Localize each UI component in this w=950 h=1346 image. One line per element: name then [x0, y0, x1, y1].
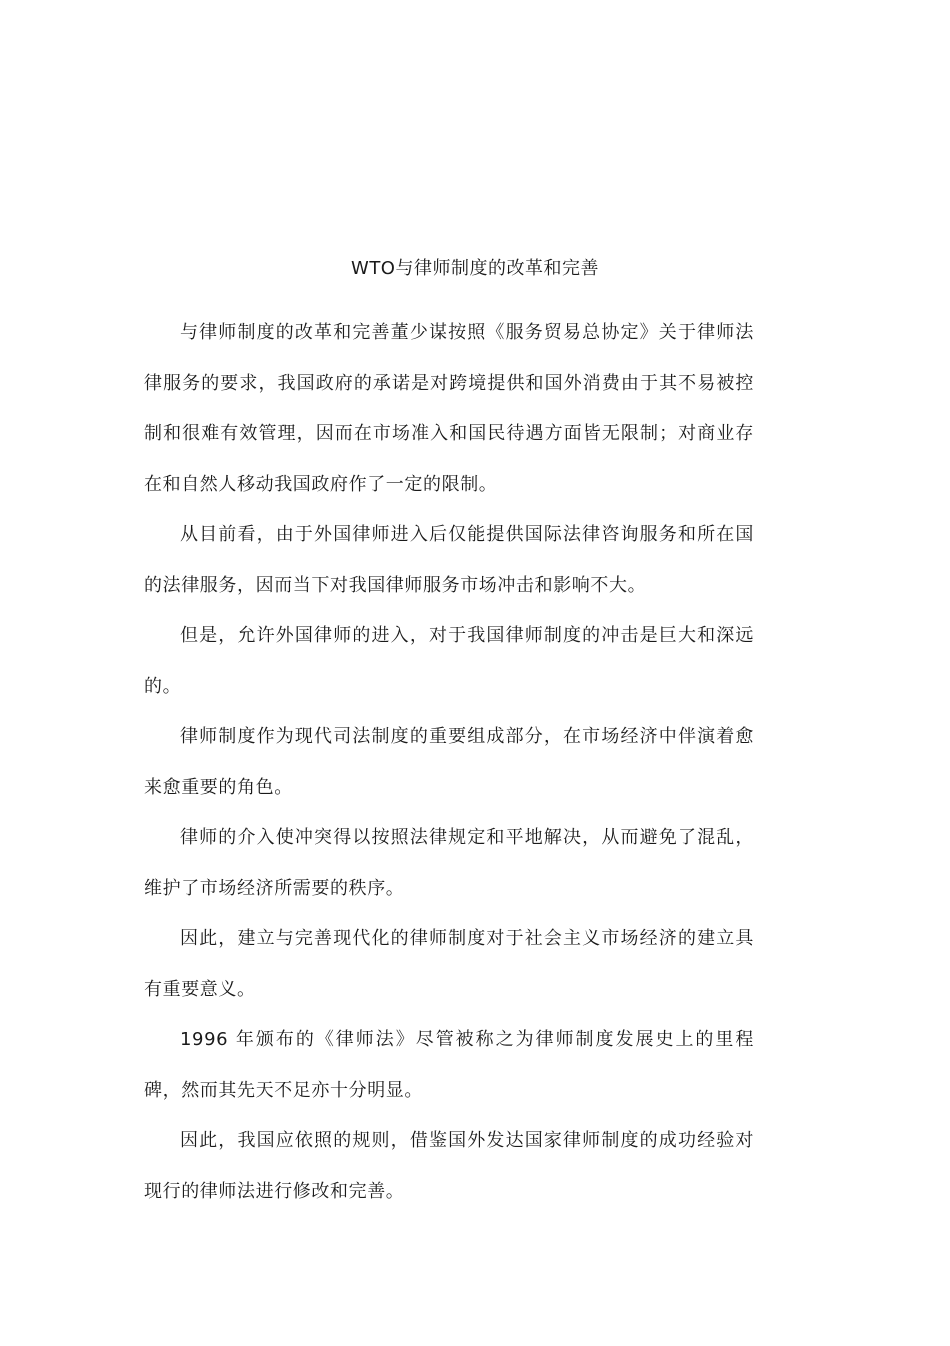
paragraph-2: 从目前看，由于外国律师进入后仅能提供国际法律咨询服务和所在国的法律服务，因而当下对我国律师服务市场冲击和影响不大。 — [144, 524, 754, 596]
document-title: WTO与律师制度的改革和完善 — [351, 258, 599, 279]
paragraph-5: 律师的介入使冲突得以按照法律规定和平地解决，从而避免了混乱，维护了市场经济所需要的秩序。 — [144, 827, 754, 899]
document-body — [144, 308, 754, 1217]
paragraph-3: 但是，允许外国律师的进入，对于我国律师制度的冲击是巨大和深远的。 — [144, 625, 754, 697]
paragraph-8: 因此，我国应依照的规则，借鉴国外发达国家律师制度的成功经验对现行的律师法进行修改和完善。 — [144, 1130, 754, 1202]
paragraph-1: 与律师制度的改革和完善董少谋按照《服务贸易总协定》关于律师法律服务的要求，我国政府的承诺是对跨境提供和国外消费由于其不易被控制和很难有效管理，因而在市场准入和国民待遇方面皆无限制；对商业存在和自然人移动我国政府作了一定的限制。 — [144, 322, 754, 495]
paragraph-4: 律师制度作为现代司法制度的重要组成部分，在市场经济中伴演着愈来愈重要的角色。 — [144, 726, 754, 798]
paragraph-7: 1996 年颁布的《律师法》尽管被称之为律师制度发展史上的里程碑，然而其先天不足亦十分明显。 — [144, 1029, 754, 1101]
paragraph-6: 因此，建立与完善现代化的律师制度对于社会主义市场经济的建立具有重要意义。 — [144, 928, 754, 1000]
